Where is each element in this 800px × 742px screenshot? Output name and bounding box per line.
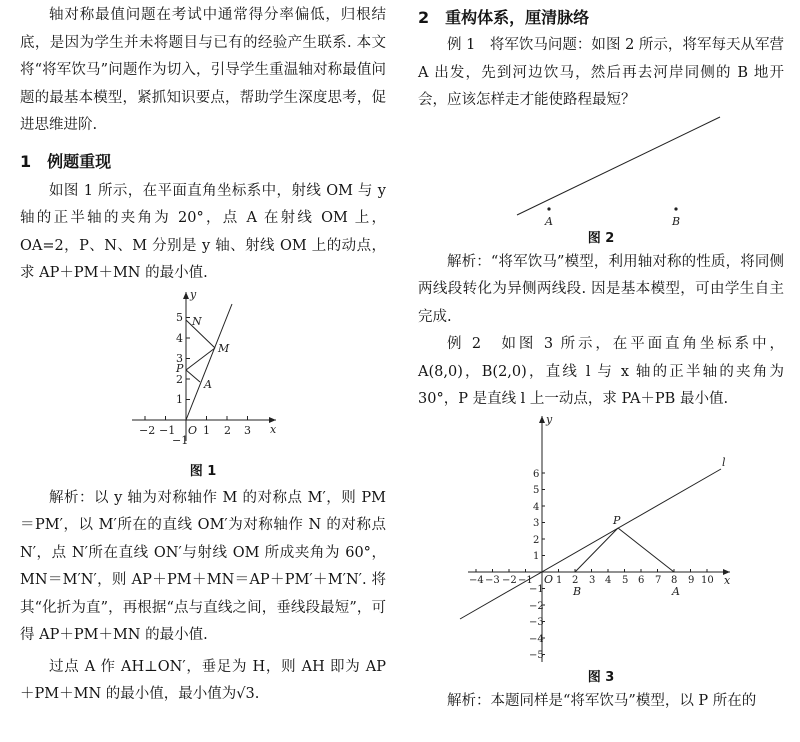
- fig3-y-tick: 2: [533, 534, 540, 546]
- figure-1: [20, 288, 386, 458]
- fig1-y-arrow: [183, 292, 189, 299]
- fig2-point-b: [674, 207, 677, 210]
- fig1-segment-pa: [186, 370, 200, 382]
- fig3-y-tick: −2: [529, 600, 544, 612]
- fig3-y-tick: −3: [529, 616, 544, 628]
- conclusion-paragraph: 过点 A 作 AH⊥ON′，垂足为 H，则 AH 即为 AP＋PM＋MN 的最小值，最小值为√3.: [20, 658, 386, 702]
- fig1-y-tick: 3: [176, 351, 183, 365]
- fig2-point-a: [547, 207, 550, 210]
- fig3-x-tick: 9: [688, 574, 695, 586]
- fig2-label-a: A: [545, 214, 553, 227]
- figure-3-caption: 图 3: [587, 669, 615, 685]
- fig3-y-tick: −1: [529, 583, 544, 595]
- fig1-label-p: P: [176, 361, 184, 375]
- fig3-label-p: P: [613, 513, 621, 527]
- fig3-y-arrow: [539, 416, 545, 423]
- fig1-origin-label: O: [188, 423, 198, 437]
- fig1-x-tick: −1: [159, 423, 176, 437]
- fig3-x-tick: −2: [502, 574, 517, 586]
- fig3-x-tick: 8: [671, 574, 678, 586]
- fig1-x-tick: 1: [203, 423, 210, 437]
- fig3-x-tick: −1: [518, 574, 533, 586]
- fig3-x-tick: 3: [589, 574, 596, 586]
- fig1-y-axis-label: y: [190, 287, 197, 301]
- fig3-label-a: A: [672, 584, 680, 598]
- fig3-x-axis-label: x: [724, 573, 731, 587]
- fig3-y-tick: 1: [533, 550, 540, 562]
- figure-2-caption: 图 2: [587, 230, 615, 246]
- fig1-y-tick: 1: [176, 392, 183, 406]
- fig1-y-tick: 4: [176, 331, 183, 345]
- fig3-x-tick: 2: [572, 574, 579, 586]
- fig1-label-n: N: [192, 314, 202, 328]
- fig3-y-tick: 5: [533, 484, 540, 496]
- fig3-y-tick: −5: [529, 649, 544, 661]
- intro-paragraph: 轴对称最值问题在考试中通常得分率偏低，归根结底，是因为学生并未将题目与已有的经验产生联系. 本文将“将军饮马”问题作为切入，引导学生重温轴对称最值问题的最基本模型，紧抓知识要点，帮助学生深度思考，促进思维进阶.: [20, 7, 386, 133]
- fig3-segment-pa: [618, 528, 674, 572]
- fig3-x-tick: 6: [638, 574, 645, 586]
- fig1-x-tick: 3: [244, 423, 251, 437]
- fig1-x-tick: −2: [139, 423, 156, 437]
- section-2-heading: 2 重构体系，厘清脉络: [418, 8, 590, 27]
- fig3-segment-pb: [575, 528, 618, 572]
- fig1-label-a: A: [204, 377, 212, 391]
- example-2-paragraph: 例 2 如图 3 所示，在平面直角坐标系中，A(8,0)，B(2,0)，直线 l 与 x 轴的正半轴的夹角为 30°，P 是直线 l 上一动点，求 PA＋PB 最小值.: [418, 336, 784, 407]
- figure-2: [418, 115, 784, 227]
- fig3-y-tick: 6: [533, 468, 540, 480]
- fig3-x-tick: −3: [485, 574, 500, 586]
- fig1-y-tick-neg: −1: [172, 433, 189, 447]
- solution-paragraph: 解析：以 y 轴为对称轴作 M 的对称点 M′，则 PM＝PM′，以 M′所在的直线 OM′为对称轴作 N 的对称点 N′，点 N′所在直线 ON′与射线 OM 所成夹角为 60°，MN＝M′N′，则 AP＋PM＋MN＝AP＋PM′＋M′N′. 将其“化折为直”，再根据“点与直线之间，垂线段最短”，可得 AP＋PM＋MN 的最小值.: [20, 489, 386, 643]
- fig3-line-l-label: l: [722, 455, 726, 469]
- figure-1-caption: 图 1: [189, 463, 217, 479]
- fig1-x-tick: 2: [224, 423, 231, 437]
- analysis-2-paragraph: 解析：本题同样是“将军饮马”模型，以 P 所在的: [447, 692, 757, 709]
- fig3-x-tick: 10: [701, 574, 714, 586]
- fig2-river-line: [517, 117, 720, 215]
- fig3-origin-label: O: [544, 572, 554, 586]
- fig1-y-tick: 5: [176, 310, 183, 324]
- section-1-heading: 1 例题重现: [20, 151, 112, 171]
- figure-3: [418, 414, 784, 664]
- example-1-paragraph: 例 1 将军饮马问题：如图 2 所示，将军每天从军营 A 出发，先到河边饮马，然后再去河岸同侧的 B 地开会，应该怎样走才能使路程最短？: [418, 37, 784, 108]
- right-column: [418, 0, 784, 715]
- fig3-x-tick: −4: [469, 574, 484, 586]
- fig3-y-tick: −4: [529, 633, 544, 645]
- fig1-x-axis-label: x: [270, 422, 277, 436]
- fig3-y-tick: 4: [533, 501, 540, 513]
- fig3-label-b: B: [573, 584, 582, 598]
- fig3-line-l: [460, 469, 721, 619]
- fig2-label-b: B: [672, 214, 681, 227]
- analysis-1-paragraph: 解析：“将军饮马”模型，利用轴对称的性质，将同侧两线段转化为异侧两线段. 因是基本模型，可由学生自主完成.: [418, 253, 784, 325]
- fig3-y-tick: 3: [533, 517, 540, 529]
- left-column: [20, 0, 386, 709]
- fig3-y-axis-label: y: [546, 413, 553, 426]
- fig3-x-tick: 1: [556, 574, 563, 586]
- problem-paragraph: 如图 1 所示，在平面直角坐标系中，射线 OM 与 y 轴的正半轴的夹角为 20°，点 A 在射线 OM 上，OA=2，P、N、M 分别是 y 轴、射线 OM 上的动点，求 AP＋PM＋MN 的最小值.: [20, 182, 386, 281]
- fig1-label-m: M: [218, 341, 230, 355]
- fig3-x-tick: 7: [655, 574, 662, 586]
- fig1-y-tick: 2: [176, 372, 183, 386]
- fig3-x-tick: 4: [605, 574, 612, 586]
- fig3-x-tick: 5: [622, 574, 629, 586]
